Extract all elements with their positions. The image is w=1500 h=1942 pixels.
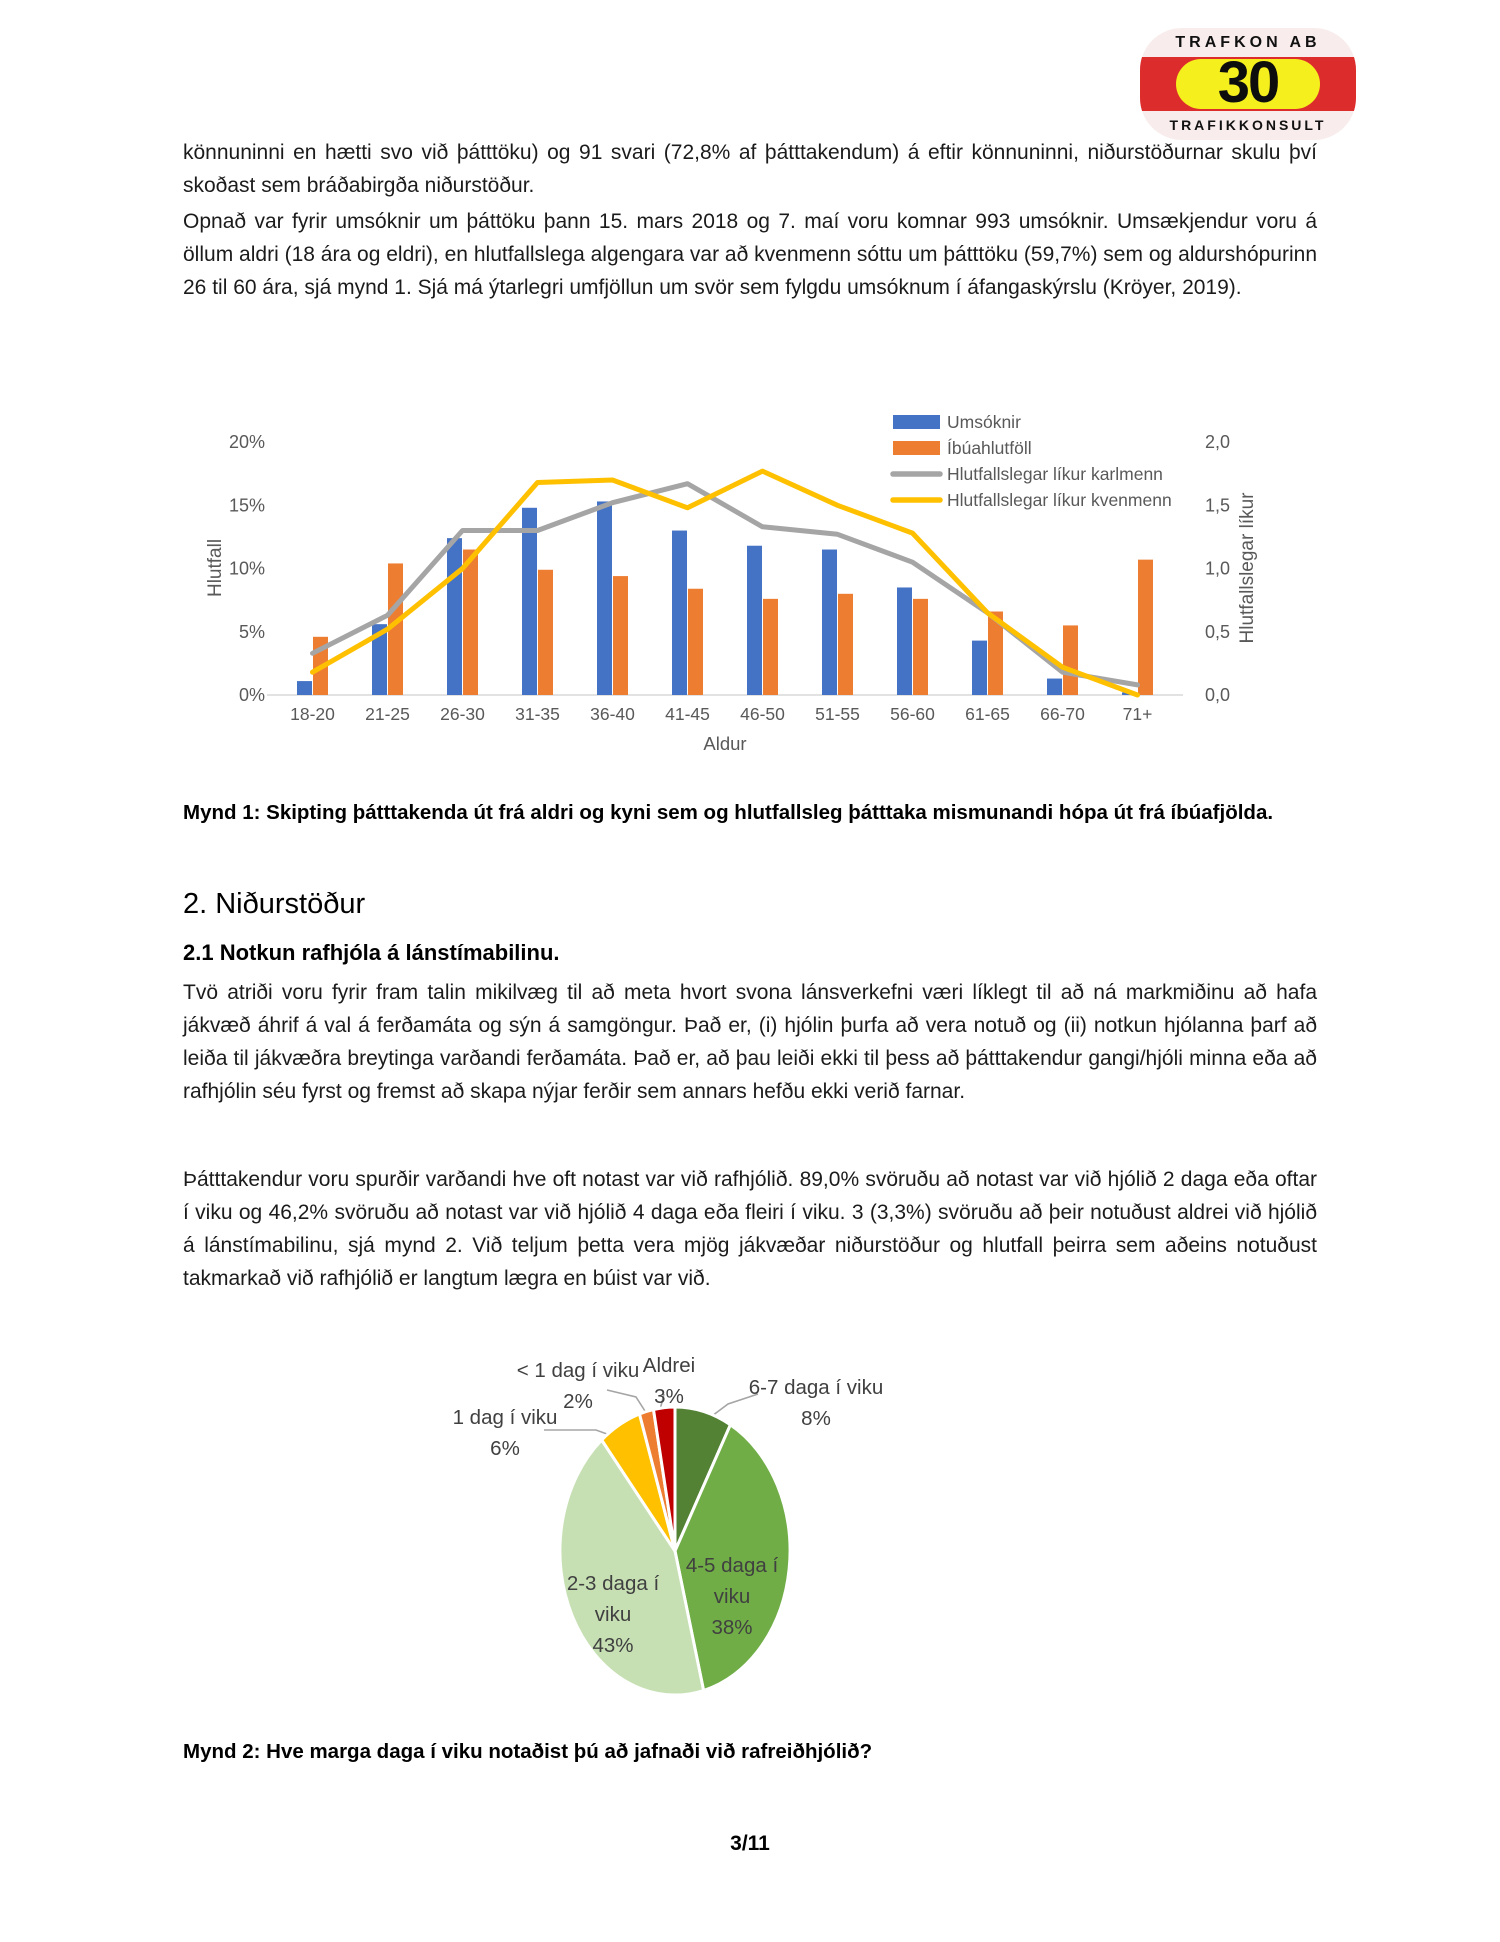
pie-label-4: < 1 dag í viku 2% <box>516 1359 640 1413</box>
y-axis-tick-right: 1,0 <box>1205 558 1231 579</box>
bar-ibuahlutfoll <box>538 570 553 695</box>
bar-umsoknir <box>522 508 537 695</box>
x-axis-tick: 66-70 <box>1040 704 1085 724</box>
bar-ibuahlutfoll <box>1063 625 1078 695</box>
x-axis-tick: 31-35 <box>515 704 560 724</box>
subsection-heading: 2.1 Notkun rafhjóla á lánstímabilinu. <box>183 940 560 965</box>
bar-umsoknir <box>747 546 762 695</box>
bar-ibuahlutfoll <box>688 589 703 695</box>
x-axis-tick: 61-65 <box>965 704 1010 724</box>
figure-1-combo-chart <box>205 400 1275 760</box>
bar-umsoknir <box>897 587 912 695</box>
y-axis-tick-left: 0% <box>238 685 265 705</box>
bar-umsoknir <box>297 681 312 695</box>
x-axis-tick: 26-30 <box>440 704 485 724</box>
x-axis-tick: 46-50 <box>740 704 785 724</box>
legend-swatch <box>893 415 940 429</box>
bar-ibuahlutfoll <box>1138 560 1153 695</box>
bar-ibuahlutfoll <box>838 594 853 695</box>
x-axis-tick: 36-40 <box>590 704 635 724</box>
bar-umsoknir <box>1047 679 1062 695</box>
bar-ibuahlutfoll <box>763 599 778 695</box>
paragraph-2: Opnað var fyrir umsóknir um þáttöku þann 15. mars 2018 og 7. maí voru komnar 993 umsóknir. Umsækjendur voru á öllum aldri (18 ára og eldri), en hlutfallslega algengara var að kvenmenn sóttu um þátttöku (59,7%) sem og aldurshópurinn 26 til 60 ára, sjá mynd 1. Sjá má ýtarlegri umfjöllun um svör sem fylgdu umsóknum í áfangaskýrslu (Kröyer, 2019). <box>183 210 1317 299</box>
figure-2-caption: Mynd 2: Hve marga daga í viku notaðist þú að jafnaði við rafreiðhjólið? <box>183 1740 873 1763</box>
paragraph-4: Þátttakendur voru spurðir varðandi hve oft notast var við rafhjólið. 89,0% svöruðu að notast var við hjólið 2 daga eða oftar í viku og 46,2% svöruðu að notast var við hjólið 4 daga eða fleiri í viku. 3 (3,3%) svöruðu að þeir notuðust aldrei við hjólið á lánstímabilinu, sjá mynd 2. Við teljum þetta vera mjög jákvæðar niðurstöður og hlutfall þeirra sem aðeins notuðust takmarkað við rafhjólið er langtum lægra en búist var við. <box>183 1168 1317 1290</box>
paragraph-3: Tvö atriði voru fyrir fram talin mikilvæg til að meta hvort svona lánsverkefni væri líklegt til að ná markmiðinu að hafa jákvæð áhrif á val á ferðamáta og sýn á samgöngur. Það er, (i) hjólin þurfa að vera notuð og (ii) notkun hjólanna þarf að leiða til jákvæðra breytinga varðandi ferðamáta. Það er, að þau leiði ekki til þess að þátttakendur gangi/hjóli minna eða að rafhjólin séu fyrst og fremst að skapa nýjar ferðir sem annars hefðu ekki verið farnar. <box>183 981 1317 1103</box>
paragraph-1: könnuninni en hætti svo við þátttöku) og 91 svari (72,8% af þátttakendum) á eftir könnuninni, niðurstöðurnar skulu því skoðast sem bráðabirgða niðurstöður. <box>183 141 1317 197</box>
pie-label-3: 1 dag í viku 6% <box>452 1406 558 1460</box>
y-axis-tick-right: 1,5 <box>1205 495 1231 516</box>
y-axis-tick-right: 2,0 <box>1205 432 1231 452</box>
x-axis-tick: 21-25 <box>365 704 410 724</box>
x-axis-title: Aldur <box>703 733 747 754</box>
bar-umsoknir <box>972 641 987 695</box>
bar-ibuahlutfoll <box>913 599 928 695</box>
y-axis-title-left: Hlutfall <box>205 538 226 598</box>
section-heading: 2. Niðurstöður <box>183 888 366 920</box>
y-axis-tick-right: 0,0 <box>1205 685 1231 705</box>
x-axis-tick: 18-20 <box>290 704 335 724</box>
pie-label-0: 6-7 daga í viku 8% <box>748 1376 884 1430</box>
legend-swatch <box>893 441 940 455</box>
legend-label: Íbúahlutföll <box>947 438 1032 458</box>
logo-company-name: TRAFKON AB <box>1175 34 1321 51</box>
y-axis-title-right: Hlutfallslegar líkur <box>1237 492 1258 644</box>
figure-1-caption: Mynd 1: Skipting þátttakenda út frá aldri og kyni sem og hlutfallsleg þátttaka mismunandi hópa út frá íbúafjölda. <box>183 801 1274 824</box>
legend-label: Hlutfallslegar líkur kvenmenn <box>947 490 1172 510</box>
bar-ibuahlutfoll <box>613 576 628 695</box>
x-axis-tick: 41-45 <box>665 704 710 724</box>
pie-label-1: 4-5 daga í viku 38% <box>685 1554 779 1639</box>
legend-label: Umsóknir <box>947 412 1021 432</box>
page-number: 3/11 <box>730 1832 770 1855</box>
logo-30-sign: 30 <box>1217 50 1279 115</box>
combo-chart-svg <box>205 400 1275 760</box>
y-axis-tick-left: 5% <box>238 621 265 642</box>
bar-umsoknir <box>822 550 837 695</box>
bar-umsoknir <box>447 538 462 695</box>
y-axis-tick-left: 20% <box>228 432 265 452</box>
trafkon-logo <box>1140 28 1356 140</box>
logo-subtitle: TRAFIKKONSULT <box>1169 117 1327 133</box>
bar-umsoknir <box>672 531 687 695</box>
figure-2-pie-chart <box>440 1350 910 1700</box>
pie-label-2: 2-3 daga í viku 43% <box>566 1572 660 1657</box>
y-axis-tick-right: 0,5 <box>1205 621 1231 642</box>
y-axis-tick-left: 10% <box>228 558 265 579</box>
x-axis-tick: 51-55 <box>815 704 860 724</box>
line-series-0 <box>313 484 1138 685</box>
x-axis-tick: 56-60 <box>890 704 935 724</box>
bar-ibuahlutfoll <box>463 550 478 695</box>
x-axis-tick: 71+ <box>1122 704 1153 724</box>
legend-label: Hlutfallslegar líkur karlmenn <box>947 464 1163 484</box>
y-axis-tick-left: 15% <box>228 495 265 516</box>
pie-label-5: Aldrei 3% <box>642 1354 696 1408</box>
bar-umsoknir <box>597 501 612 695</box>
